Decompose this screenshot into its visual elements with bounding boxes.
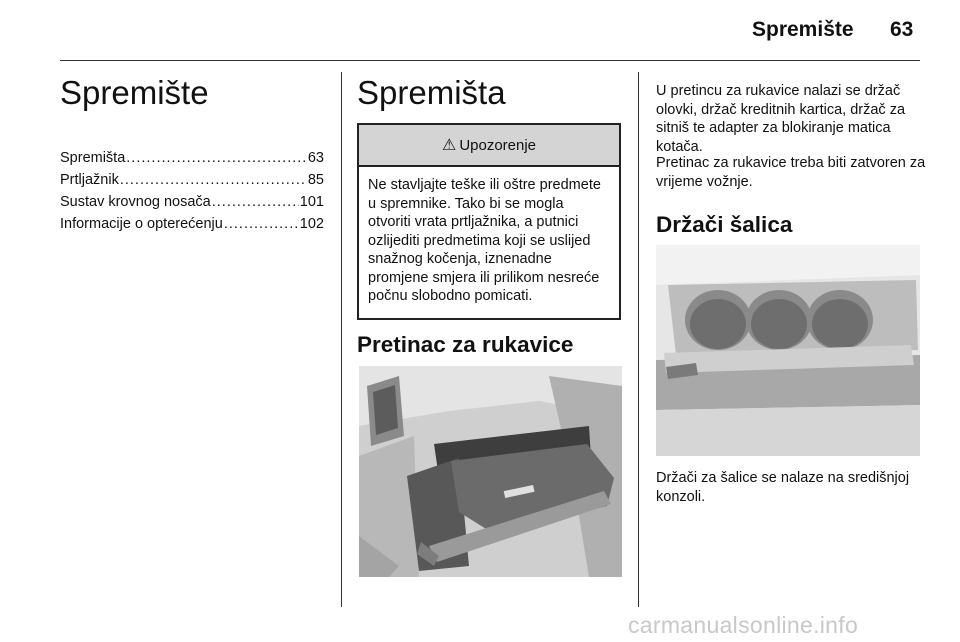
header-rule (60, 60, 920, 61)
glovebox-photo (359, 366, 622, 577)
header-page-number: 63 (890, 18, 914, 41)
toc-leader-dots (120, 172, 307, 188)
section-title: Spremišta (357, 74, 506, 111)
glovebox-heading: Pretinac za rukavice (357, 332, 574, 357)
toc-row[interactable] (60, 150, 324, 172)
toc-label: Sustav krovnog nosača (60, 194, 211, 210)
toc-page: 85 (307, 172, 324, 188)
glovebox-text-2: Pretinac za rukavice treba biti zatvoren za vrijeme vožnje. (656, 155, 926, 190)
column-divider-left (341, 72, 342, 607)
cupholders-photo (656, 245, 920, 456)
toc-label: Informacije o opterećenju (60, 216, 223, 232)
toc-page: 63 (307, 150, 324, 166)
toc-label: Spremišta (60, 150, 126, 166)
toc-label: Prtljažnik (60, 172, 119, 188)
watermark: carmanualsonline.info (628, 612, 859, 638)
toc-leader-dots (212, 194, 299, 210)
toc-page: 102 (299, 216, 324, 232)
warning-header (359, 125, 619, 167)
warning-box (357, 123, 621, 320)
cupholders-text: Držači za šalice se nalaze na središnjoj konzoli. (656, 470, 910, 505)
warning-triangle-icon: ⚠ (441, 137, 457, 154)
toc-row[interactable] (60, 172, 324, 194)
toc-leader-dots (224, 216, 299, 232)
toc-leader-dots (126, 150, 307, 166)
glovebox-text-1: U pretincu za rukavice nalazi se držač olovki, držač kreditnih kartica, držač za sitniš te adapter za blokiranje matica kotača. (656, 83, 906, 155)
toc-row[interactable] (60, 216, 324, 238)
toc-page: 101 (299, 194, 324, 210)
table-of-contents (60, 150, 324, 238)
header-title: Spremište (752, 18, 854, 41)
warning-title: Upozorenje (459, 136, 537, 154)
warning-text: Ne stavljajte teške ili oštre predmete u spremnike. Tako bi se mogla otvoriti vrata prtljažnika, a putnici ozlijediti predmetima koji se uslijed snažnog kočenja, iznenadne promjene smjera ili prilikom nesreće počnu slobodno pomicati. (368, 177, 601, 304)
column-divider-right (638, 72, 639, 607)
toc-row[interactable] (60, 194, 324, 216)
cupholders-heading: Držači šalica (656, 212, 793, 237)
chapter-title: Spremište (60, 74, 209, 111)
